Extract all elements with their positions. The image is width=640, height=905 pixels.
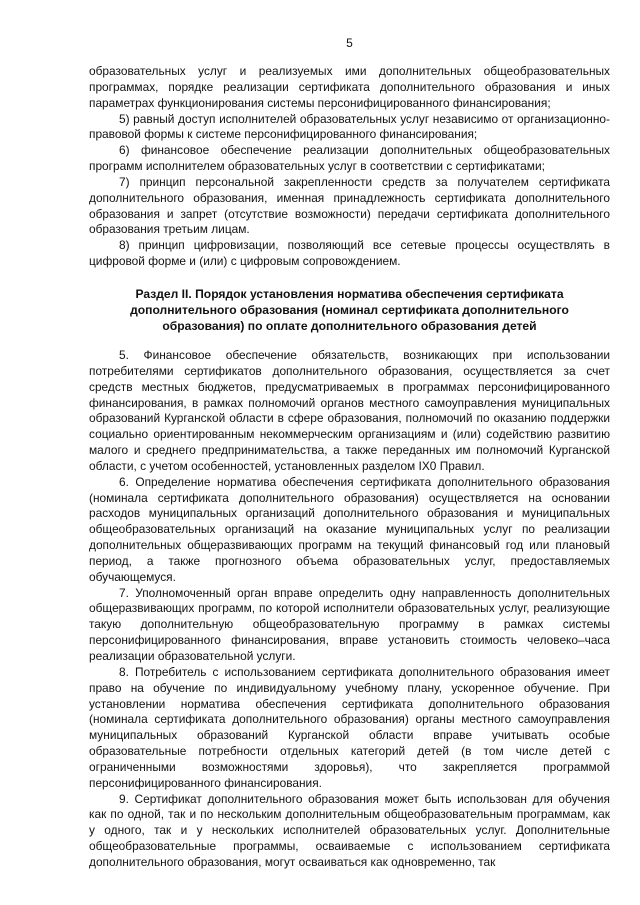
- clause-5: 5. Финансовое обеспечение обязательств, возникающих при использовании потребителями сертификатов дополнительного образования, осуществляется за счет средств местных бюджетов, предусматриваемых в программах персонифицированного финансирования, в рамках полномочий органов местного самоуправления муниципальных образований Курганской области в сфере образования, полномочий по оказанию поддержки социально ориентированным некоммерческим организациям и (или) содействию развитию малого и среднего предпринимательства, а также переданных им полномочий Курганской области, с учетом особенностей, установленных разделом IX0 Правил.: [89, 347, 610, 473]
- paragraph-continuation: образовательных услуг и реализуемых ими дополнительных общеобразовательных программах, порядке реализации сертификата дополнительного образования и иных параметрах функционирования системы персонифицированного финансирования;: [89, 64, 610, 110]
- principle-item-8: 8) принцип цифровизации, позволяющий все сетевые процессы осуществлять в цифровой форме и (или) с цифровым сопровождением.: [89, 238, 610, 269]
- principle-item-6: 6) финансовое обеспечение реализации дополнительных общеобразовательных программ исполнителем образовательных услуг в соответствии с сертификатами;: [89, 143, 610, 174]
- principle-item-5: 5) равный доступ исполнителей образовательных услуг независимо от организационно-правовой формы к системе персонифицированного финансирования;: [89, 111, 610, 142]
- document-page: [89, 36, 610, 871]
- principle-item-7: 7) принцип персональной закрепленности средств за получателем сертификата дополнительного образования, именная принадлежность сертификата дополнительного образования и запрет (отсутствие возможности) передачи сертификата дополнительного образования третьим лицам.: [89, 174, 610, 237]
- clause-7: 7. Уполномоченный орган вправе определить одну направленность дополнительных общеразвивающих программ, по которой исполнители образовательных услуг, реализующие такую дополнительную общеобразовательную программу в рамках системы персонифицированного финансирования, вправе установить стоимость человеко–часа реализации образовательной услуги.: [89, 585, 610, 663]
- section-heading: Раздел II. Порядок установления норматива обеспечения сертификата дополнительного образования (номинал сертификата дополнительного образования) по оплате дополнительного образования детей: [130, 286, 569, 333]
- clause-8: 8. Потребитель с использованием сертификата дополнительного образования имеет право на обучение по индивидуальному учебному плану, ускоренное обучение. При установлении норматива обеспечения сертификата дополнительного образования (номинала сертификата дополнительного образования) органы местного самоуправления муниципальных образований Курганской области вправе учитывать особые образовательные потребности отдельных категорий детей (в том числе детей с ограниченными возможностями здоровья), что закрепляется программой персонифицированного финансирования.: [89, 664, 610, 790]
- clause-6: 6. Определение норматива обеспечения сертификата дополнительного образования (номинала сертификата дополнительного образования) осуществляется на основании расходов муниципальных организаций дополнительного образования и муниципальных общеобразовательных организаций на оказание муниципальных услуг по реализации дополнительных общеразвивающих программ на текущий финансовый год или плановый период, а также прогнозного объема образовательных услуг, предоставляемых обучающемуся.: [89, 474, 610, 584]
- page-number: 5: [346, 36, 353, 50]
- clause-9: 9. Сертификат дополнительного образования может быть использован для обучения как по одной, так и по нескольким дополнительным общеобразовательным программам, как у одного, так и у нескольких исполнителей образовательных услуг. Дополнительные общеобразовательные программы, осваиваемые с использованием сертификата дополнительного образования, могут осваиваться как одновременно, так: [89, 791, 610, 869]
